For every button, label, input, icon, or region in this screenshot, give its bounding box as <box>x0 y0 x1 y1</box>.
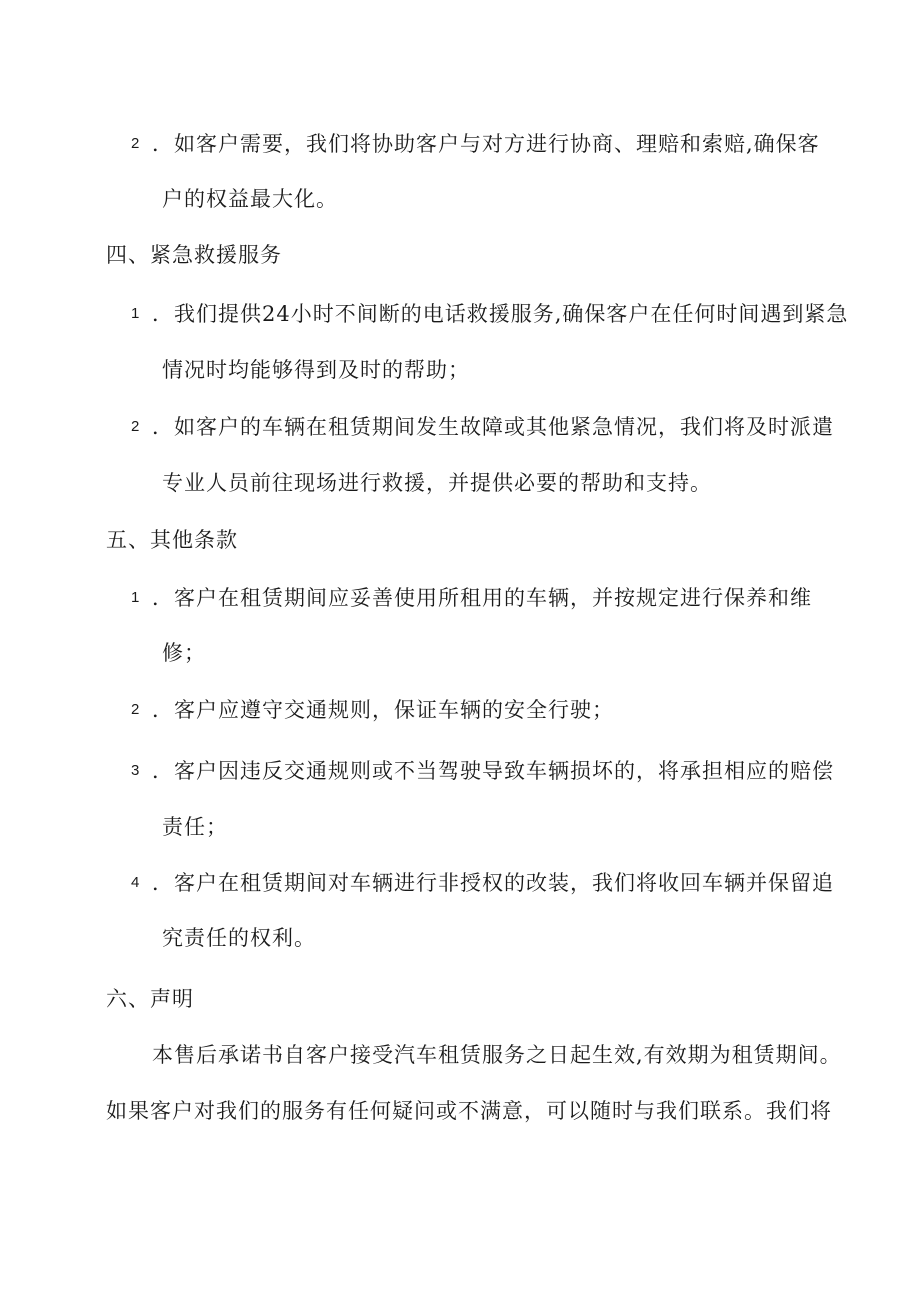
item-number: 1 <box>131 305 140 322</box>
item-text-line: ．客户在租赁期间应妥善使用所租用的车辆，并按规定进行保养和维 <box>152 586 812 610</box>
item-number: 2 <box>131 418 140 435</box>
item-text-line: 究责任的权利。 <box>162 926 316 950</box>
item-number: 3 <box>131 762 140 779</box>
item-text-line: ．我们提供24小时不间断的电话救援服务,确保客户在任何时间遇到紧急 <box>152 302 849 326</box>
item-text-line: ．客户应遵守交通规则，保证车辆的安全行驶； <box>152 698 614 722</box>
paragraph-line: 本售后承诺书自客户接受汽车租赁服务之日起生效,有效期为租赁期间。 <box>152 1043 842 1067</box>
section-heading: 四、紧急救援服务 <box>106 243 282 267</box>
item-text-line: 修； <box>162 641 206 665</box>
item-number: 4 <box>131 874 140 891</box>
item-number: 2 <box>131 701 140 718</box>
item-text-line: 户的权益最大化。 <box>162 187 338 211</box>
item-text-line: ．如客户的车辆在租赁期间发生故障或其他紧急情况，我们将及时派遣 <box>152 415 834 439</box>
item-text-line: ．客户因违反交通规则或不当驾驶导致车辆损坏的，将承担相应的赔偿 <box>152 759 834 783</box>
item-text-line: ．客户在租赁期间对车辆进行非授权的改装，我们将收回车辆并保留追 <box>152 871 834 895</box>
paragraph-line: 如果客户对我们的服务有任何疑问或不满意，可以随时与我们联系。我们将 <box>106 1099 832 1123</box>
item-text-line: 责任； <box>162 815 228 839</box>
item-text-line: 情况时均能够得到及时的帮助； <box>162 358 470 382</box>
section-heading: 六、声明 <box>106 987 194 1011</box>
item-text-line: 专业人员前往现场进行救援，并提供必要的帮助和支持。 <box>162 471 712 495</box>
item-number: 2 <box>131 135 140 152</box>
item-number: 1 <box>131 589 140 606</box>
section-heading: 五、其他条款 <box>106 528 238 552</box>
item-text-line: ．如客户需要，我们将协助客户与对方进行协商、理赔和索赔,确保客 <box>152 132 820 156</box>
